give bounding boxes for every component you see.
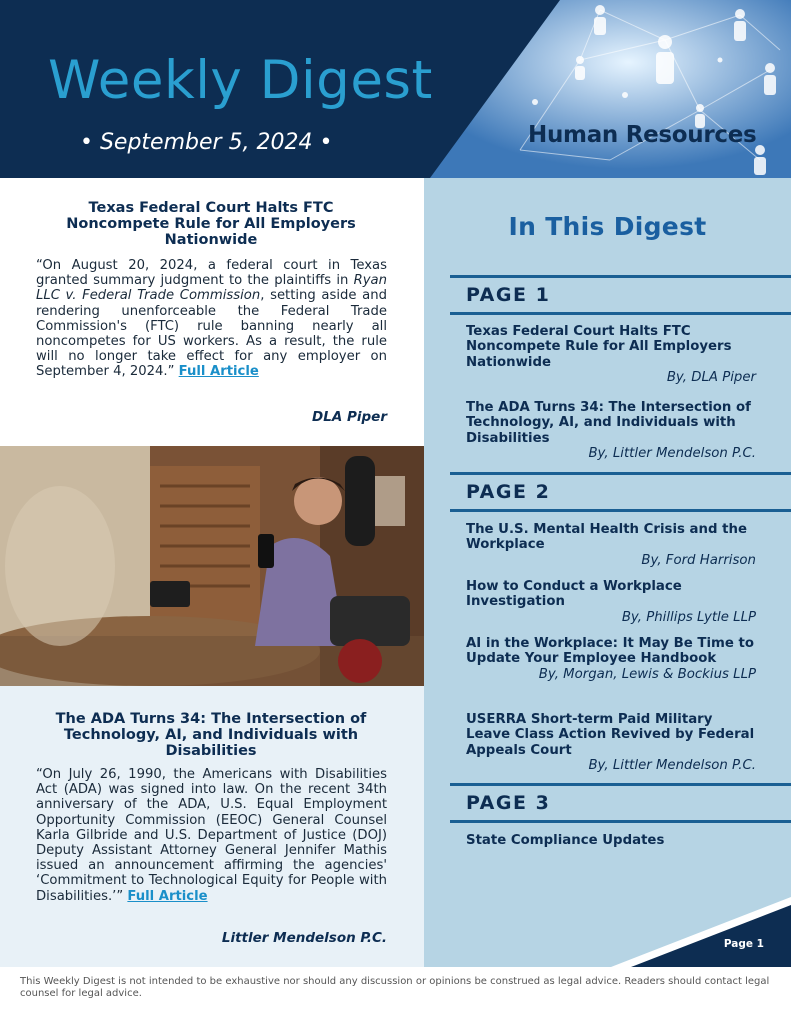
toc-item-title: How to Conduct a Workplace Investigation	[466, 579, 682, 610]
case-name: Ryan LLC v. Federal Trade Commission	[36, 273, 387, 304]
toc-item[interactable]	[466, 400, 756, 461]
toc-heading: In This Digest	[508, 212, 707, 241]
toc-page-1-heading	[450, 275, 791, 315]
summary-text: , setting aside and rendering unenforceable the Federal Trade Commission's (FTC) rule banning nearly all noncompetes for US workers. As a result, the rule will no longer take effect for any employer on September 4, 2024.”	[36, 288, 387, 380]
toc-item-author: By, Phillips Lytle LLP	[621, 609, 756, 625]
toc-item[interactable]	[466, 636, 756, 682]
digest-date: • September 5, 2024 •	[80, 130, 333, 155]
toc-item-title: State Compliance Updates	[466, 833, 665, 848]
disclaimer: This Weekly Digest is not intended to be exhaustive nor should any discussion or opinions be construed as legal advice. Readers should contact legal counsel for legal advice.	[20, 976, 770, 999]
toc-page-2-heading	[450, 472, 791, 512]
toc-item-title: Texas Federal Court Halts FTC Noncompete Rule for All Employers Nationwide	[466, 324, 732, 370]
digest-title: Weekly Digest	[48, 50, 433, 111]
toc-item[interactable]	[466, 833, 756, 848]
page-corner-graphic	[611, 897, 791, 967]
article-title: Texas Federal Court Halts FTC Noncompete Rule for All Employers Nationwide	[66, 200, 356, 248]
toc-item-author: By, Littler Mendelson P.C.	[588, 757, 756, 773]
toc-item[interactable]	[466, 712, 756, 773]
article-photo	[0, 446, 424, 686]
articles-column	[0, 178, 424, 967]
page-label: PAGE 3	[466, 792, 551, 814]
article-summary	[36, 258, 387, 380]
header-banner	[0, 0, 791, 178]
toc-item-title: USERRA Short-term Paid Military Leave Class Action Revived by Federal Appeals Court	[466, 712, 755, 758]
toc-item-author: By, DLA Piper	[666, 369, 756, 385]
page-label: PAGE 1	[466, 284, 551, 306]
page-number: Page 1	[723, 938, 764, 950]
toc-item-author: By, Littler Mendelson P.C.	[588, 445, 756, 461]
article-source: DLA Piper	[312, 409, 387, 425]
summary-text: “On August 20, 2024, a federal court in Texas granted summary judgment to the plaintiffs in	[36, 258, 387, 289]
toc-page-3-heading	[450, 783, 791, 823]
article-title: The ADA Turns 34: The Intersection of Technology, AI, and Individuals with Disabilities	[55, 711, 367, 759]
toc-item-title: The ADA Turns 34: The Intersection of Technology, AI, and Individuals with Disabilities	[466, 400, 751, 446]
toc-item[interactable]	[466, 324, 756, 385]
article-ada	[0, 686, 424, 967]
toc-item[interactable]	[466, 579, 756, 625]
section-brand: Human Resources	[528, 122, 757, 148]
summary-text: “On July 26, 1990, the Americans with Disabilities Act (ADA) was signed into law. On the recent 34th anniversary of the ADA, U.S. Equal Employment Opportunity Commission (EEOC) General Counsel Karla Gilbride and U.S. Department of Justice (DOJ) Deputy Assistant Attorney General Jennifer Mathis issued an announcement affirming the agencies' ‘Commitment to Technological Equity for People with Disabilities.’”	[36, 767, 387, 904]
page-label: PAGE 2	[466, 481, 551, 503]
toc-item-author: By, Morgan, Lewis & Bockius LLP	[538, 666, 756, 682]
article-summary	[36, 767, 387, 904]
wheelchair-user-photo	[0, 446, 424, 686]
full-article-link[interactable]: Full Article	[127, 888, 208, 904]
full-article-link[interactable]: Full Article	[178, 364, 259, 380]
article-noncompete	[0, 178, 424, 446]
table-of-contents	[424, 178, 791, 967]
article-source: Littler Mendelson P.C.	[221, 930, 387, 946]
toc-item-title: The U.S. Mental Health Crisis and the Workplace	[466, 522, 747, 553]
toc-item-title: AI in the Workplace: It May Be Time to Update Your Employee Handbook	[466, 636, 755, 667]
toc-item[interactable]	[466, 522, 756, 568]
toc-item-author: By, Ford Harrison	[641, 552, 756, 568]
